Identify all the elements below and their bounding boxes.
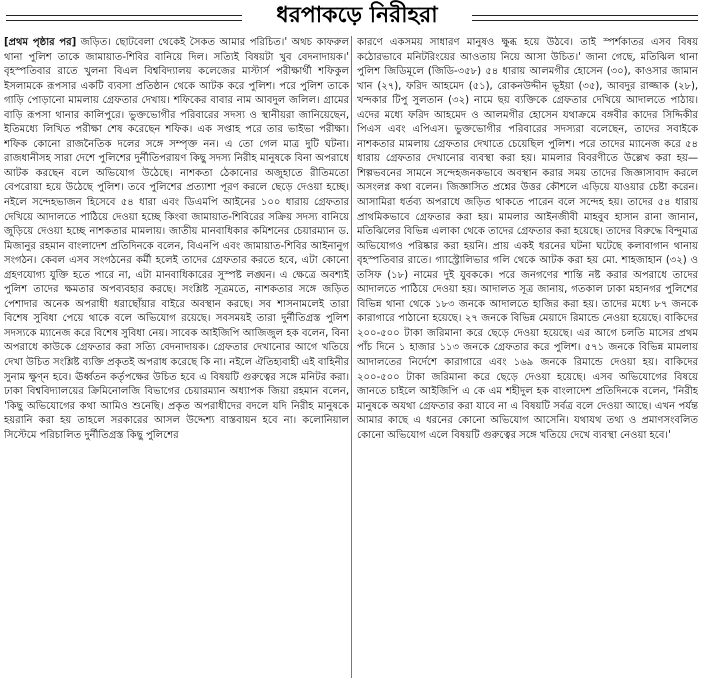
article-column-left [4, 36, 349, 678]
article-headline: ধরপাকড়ে নিরীহরা [276, 3, 438, 28]
column-right-body: কারণে একসময় সাধারণ মানুষও ক্ষুব্ধ হয়ে উঠবে। তাই স্পর্শকাতর এসব বিষয় কঠোরভাবে মনিটরিংয়ের আওতায় নিয়ে আসা উচিত।' জানা গেছে, মতিঝিল থানা পুলিশ জিডিমূলে (জিডি-৩৫৮) ৫৪ ধারায় আলমগীর হোসেন (৩০), কাওসার জামান খান (২৭), ফরিদ আহমেদ (৫১), রোকনউদ্দীন ভূইয়া (৩৫), আবদুর রাজ্জাক (২৮), খন্দকার টিপু সুলতান (৩২) নামে ছয় ব্যক্তিকে গ্রেফতার দেখিয়ে আদালতে পাঠায়। এদের মধ্যে ফরিদ আহমেদ ও আলমগীর হোসেন যথাক্রমে বঙ্গবীর কাদের সিদ্দিকীর পিএস এবং এপিএস। ভুক্তভোগীর পরিবারের সদস্যরা বলেছেন, তাদের সবাইকে নাশকতার মামলায় গ্রেফতার দেখাতে চেয়েছিল পুলিশ। পরে তাদের ম্যানেজ করে ৫৪ ধারায় গ্রেফতার দেখানোর ব্যবস্থা করা হয়। মামলার বিবরণীতে উল্লেখ করা হয়— শিল্পভবনের সামনে সন্দেহজনকভাবে অবস্থান করার সময় তাদের জিজ্ঞাসাবাদ করলে অসংলগ্ন কথা বলেন। জিজ্ঞাসিত প্রশ্নের উত্তর কৌশলে এড়িয়ে যাওয়ার চেষ্টা করেন। আসামিরা ধর্তব্য অপরাধে জড়িত থাকতে পারেন বলে সন্দেহ হয়। তাদের ৫৪ ধারায় প্রাথমিকভাবে গ্রেফতার করা হয়। মামলার আইনজীবী মাহবুব হাসান রানা জানান, মতিঝিলের বিভিন্ন এলাকা থেকে তাদের গ্রেফতার করা হয়েছে। তাদের বিরুদ্ধে বিন্দুমাত্র অভিযোগও পরিষ্কার করা হয়নি। প্রায় একই ধরনের ঘটনা ঘটেছে কলাবাগান থানায় বৃহস্পতিবার রাতে। গ্যাস্ট্রোলিভার গলি থেকে আটক করা হয় মো. শাহজাহান (৩২) ও তসিফ (১৮) নামের দুই যুবককে। পরে জনগণের শান্তি নষ্ট করার অপরাধে তাদের আদালতে পাঠিয়ে দেওয়া হয়। আদালত সূত্র জানায়, গতকাল ঢাকা মহানগর পুলিশের বিভিন্ন থানা থেকে ১৮৩ জনকে আদালতে হাজির করা হয়। তাদের মধ্যে ৮৭ জনকে কারাগারে পাঠানো হয়েছে। ২৭ জনকে বিভিন্ন মেয়াদে রিমান্ডে নেওয়া হয়েছে। বাকিদের ২০০-৫০০ টাকা জরিমানা করে ছেড়ে দেওয়া হয়েছে। এর আগে চলতি মাসের প্রথম পাঁচ দিনে ১ হাজার ১১৩ জনকে গ্রেফতার করে পুলিশ। ৫৭১ জনকে বিভিন্ন মামলায় আদালতের নির্দেশে কারাগারে এবং ১৬৯ জনকে রিমান্ডে দেওয়া হয়। বাকিদের ২০০-৫০০ টাকা জরিমানা করে ছেড়ে দেওয়া হয়েছে। এসব অভিযোগের বিষয়ে জানতে চাইলে আইজিপি এ কে এম শহীদুল হক বাংলাদেশ প্রতিদিনকে বলেন, 'নিরীহ মানুষকে অযথা গ্রেফতার করা যাবে না এ বিষয়টি সর্বত্র বলে দেওয়া আছে। এখন পর্যন্ত আমার কাছে এ ধরনের কোনো অভিযোগ আসেনি। যথাযথ তথ্য ও প্রমাণসংবলিত কোনো অভিযোগ এলে বিষয়টি গুরুত্বের সঙ্গে খতিয়ে দেখে ব্যবস্থা নেওয়া হবে।' [357, 37, 698, 441]
column-divider [351, 36, 352, 678]
continuation-reference: [প্রথম পৃষ্ঠার পর] [4, 37, 77, 48]
headline-rule-right [472, 15, 698, 21]
headline-bar [0, 0, 702, 32]
column-left-body: জড়িত। ছোটবেলা থেকেই সৈকত আমার পরিচিত।' অথচ কাফরুল থানা পুলিশ তাকে জামায়াত-শিবির বানিয়ে দিল। সত্যিই বিষয়টা খুব বেদনাদায়ক।' বৃহস্পতিবার রাতে খুলনা বিএল বিশ্ববিদ্যালয় কলেজের মাস্টার্স পরীক্ষার্থী শফিকুল ইসলামকে রূপসার একটি ব্যবসা প্রতিষ্ঠান থেকে আটক করে পুলিশ। পরে পুলিশ তাকে গাড়ি পোড়ানো মামলায় গ্রেফতার দেখায়। শফিকের বাবার নাম আবদুল জলিল। গ্রামের বাড়ি রূপসা থানার কালিপুরে। ভুক্তভোগীর পরিবারের সদস্য ও স্থানীয়রা জানিয়েছেন, ইতিমধ্যে লিখিত পরীক্ষা শেষ করেছেন শফিক। এক সপ্তাহ পরে তার ভাইভা পরীক্ষা। শফিক কোনো রাজনৈতিক দলের সঙ্গে সম্পৃক্ত নন। এ তো গেল মাত্র দুটি ঘটনা। রাজধানীসহ সারা দেশে পুলিশের দুর্নীতিপরায়ণ কিছু সদস্য নিরীহ মানুষকে বিনা অপরাধে আটক করছেন বলে অভিযোগ উঠেছে। নাশকতা ঠেকানোর অজুহাতে রীতিমতো বেপরোয়া হয়ে উঠেছে পুলিশ। তবে পুলিশের প্রত্যাশা পূরণ করলে ছেড়ে দেওয়া হচ্ছে। নইলে সন্দেহভাজন হিসেবে ৫৪ ধারা এবং ডিএমপি আইনের ১০০ ধারায় গ্রেফতার দেখিয়ে আদালতে পাঠিয়ে দেওয়া হচ্ছে কিংবা জামায়াত-শিবিরের সক্রিয় সদস্য বানিয়ে জুড়িয়ে দেওয়া হচ্ছে নাশকতার মামলায়। জাতীয় মানবাধিকার কমিশনের চেয়ারম্যান ড. মিজানুর রহমান বাংলাদেশ প্রতিদিনকে বলেন, বিএনপি এবং জামায়াত-শিবির আইনানুগ সংগঠন। কেবল এসব সংগঠনের কর্মী হলেই তাদের গ্রেফতার করতে হবে, এটা কোনো গ্রহণযোগ্য যুক্তি হতে পারে না, এটা মানবাধিকারের সুস্পষ্ট লঙ্ঘন। এ ক্ষেত্রে অবশ্যই পুলিশ তাদের ক্ষমতার অপব্যবহার করছে। সংশ্লিষ্ট সূত্রমতে, নাশকতার সঙ্গে জড়িত পেশাদার অনেক অপরাধী ধরাছোঁয়ার বাইরে অবস্থান করছে। সব শাসনামলেই তারা বিশেষ সুবিধা পেয়ে থাকে বলে অভিযোগ রয়েছে। সবসময়ই তারা দুর্নীতিগ্রস্ত পুলিশ সদস্যকে ম্যানেজ করে বিশেষ সুবিধা নেয়। সাবেক আইজিপি আজিজুল হক বলেন, বিনা অপরাধে কাউকে গ্রেফতার করা সত্যি বেদনাদায়ক। গ্রেফতার দেখানোর আগে খতিয়ে দেখা উচিত সংশ্লিষ্ট ব্যক্তি প্রকৃতই অপরাধ করেছে কি না। নইলে ঐতিহ্যবাহী এই বাহিনীর সুনাম ক্ষুণ্ন হবে। ঊর্ধ্বতন কর্তৃপক্ষের উচিত হবে এ বিষয়টি গুরুত্বের সঙ্গে মনিটর করা। ঢাকা বিশ্ববিদ্যালয়ের ক্রিমিনোলজি বিভাগের চেয়ারম্যান অধ্যাপক জিয়া রহমান বলেন, 'কিছু অভিযোগের কথা আমিও শুনেছি। প্রকৃত অপরাধীদের বদলে যদি নিরীহ মানুষকে হয়রানি করা হয় তাহলে সরকারের আসল উদ্দেশ্য বাস্তবায়ন হবে না। কলোনিয়াল সিস্টেমে পরিচালিত দুর্নীতিগ্রস্ত কিছু পুলিশের [4, 37, 349, 441]
column-left-text [4, 36, 349, 443]
headline-rule-left [6, 15, 242, 21]
article-column-right [357, 36, 698, 678]
